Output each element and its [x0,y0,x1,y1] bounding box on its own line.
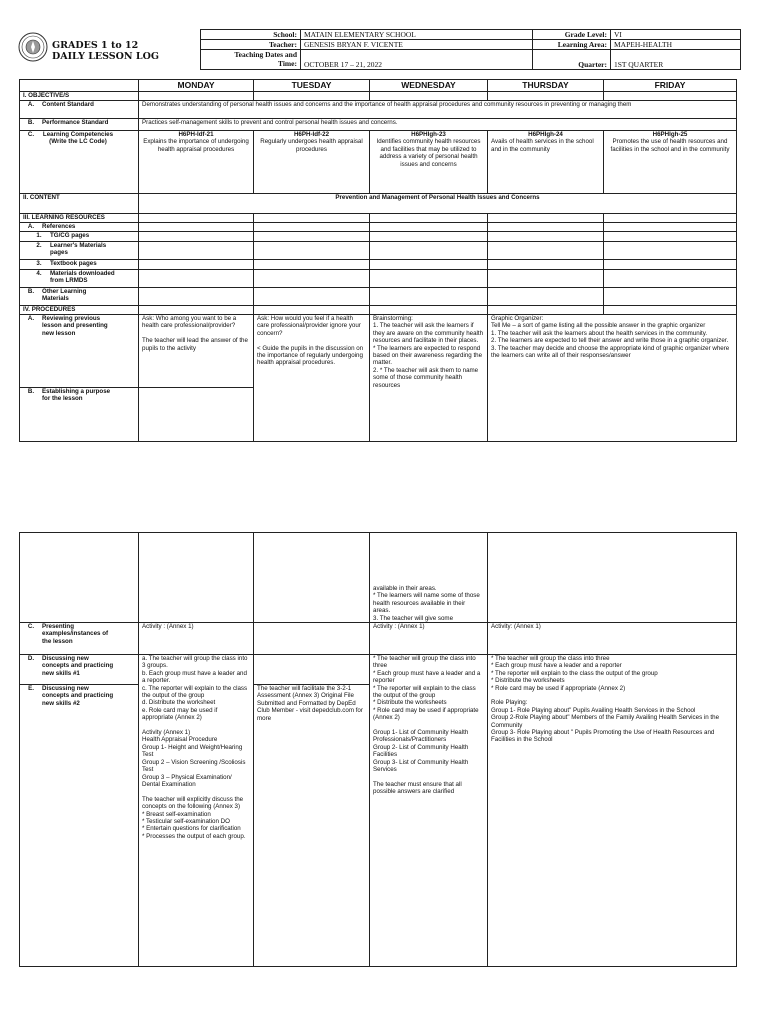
textbook-pages-label [20,260,139,270]
lc-code: H6PHIgh-24 [528,131,563,138]
row-letter: A. [27,223,35,230]
row-letter: B. [27,388,35,395]
lc-code: H6PH-Idf-22 [293,131,330,138]
examples-wednesday: Activity : (Annex 1) [370,623,488,655]
presenting-examples-label [20,623,139,655]
teacher-value: GENESIS BRYAN F. VICENTE [301,40,533,50]
grade-label: Grade Level: [533,30,611,40]
discussing-skills-2-label [20,685,139,967]
area-value: MAPEH-HEALTH [611,40,741,50]
row-letter: D. [27,655,35,662]
area-label: Learning Area: [533,40,611,50]
lc-text: Avails of health services in the school and in the community [491,138,594,153]
row-letter: B. [27,119,35,126]
row-label: Reviewing previous lesson and presenting new lesson [42,315,108,337]
day-tuesday: TUESDAY [254,80,370,92]
competency-friday [604,131,737,194]
title-line-1: GRADES 1 to 12 [52,40,139,51]
row-letter: A. [27,315,35,322]
row-label: Establishing a purpose for the lesson [42,388,111,403]
row-number: 2. [36,242,42,249]
lc-text: Promotes the use of health resources and facilities in the school and in the community [610,138,730,153]
lc-code: H6PH-Idf-21 [178,131,214,138]
row-label: Learner's Materials pages [50,242,107,257]
dates-label-line2: Time: [277,59,297,68]
performance-standard-value: Practices self-management skills to prevent and control personal health issues and concerns. [139,119,737,131]
row-label: Presenting examples/instances of the lesson [42,623,109,645]
day-header-row [20,80,737,92]
row-label: Textbook pages [50,260,97,267]
content-label: II. CONTENT [20,194,139,214]
row-label: Content Standard [42,101,94,108]
dates-value: OCTOBER 17 – 21, 2022 [301,50,533,70]
row-label: Discussing new concepts and practicing new skills #2 [42,685,114,707]
lrmds-materials-label [20,270,139,288]
row-label: References [42,223,76,230]
corner-cell [20,80,139,92]
row-label: Performance Standard [42,119,109,126]
discussing-monday: a. The teacher will group the class into 3 groups. b. Each group must have a leader and a reporter. c. The reporter will explain to the class the output of the group d. Distribute the worksheet e. Role card may be used if appropriate (Annex 2) Activity (Annex 1) Health Appraisal Procedure Group 1- Height and Weight/Hearing Test Group 2 – Vision Screening /Scoliosis Test Group 3 – Physical Examination/ Dental Examination The teacher will explicitly discuss the concepts on the following (Annex 3) * Breast self-examination * Testicular self-examination DO * Entertain questions for clarification * Processes the output of each group. [139,655,254,967]
grade-value: VI [611,30,741,40]
dates-label [201,50,301,70]
daily-lesson-log-table [19,79,737,442]
teacher-label: Teacher: [201,40,301,50]
row-letter: E. [28,685,34,692]
other-materials-label [20,288,139,306]
wednesday-continued: available in their areas. * The learners will name some of those health resources available in their areas. 3. The teacher will give some [370,533,488,623]
header-info-table [200,29,741,70]
row-number: 1. [36,232,42,239]
learning-competencies-label [20,131,139,194]
deped-seal-logo [18,32,48,62]
discussing-tuesday: The teacher will facilitate the 3-2-1 Assessment (Annex 3) Original File Submitted and Formatted by DepEd Club Member - visit depedclub.com for more [254,685,370,967]
row-label: Discussing new concepts and practicing new skills #1 [42,655,114,677]
competency-wednesday [370,131,488,194]
procedures-label: IV. PROCEDURES [20,306,139,315]
tg-cg-pages-label [20,232,139,242]
day-friday: FRIDAY [604,80,737,92]
day-monday: MONDAY [139,80,254,92]
review-monday: Ask: Who among you want to be a health care professional/provider? The teacher will lead the answer of the pupils to the activity [139,315,254,388]
content-value: Prevention and Management of Personal Health Issues and Concerns [139,194,737,214]
competency-thursday [488,131,604,194]
reviewing-lesson-label [20,315,139,388]
day-thursday: THURSDAY [488,80,604,92]
examples-monday: Activity : (Annex 1) [139,623,254,655]
content-standard-value: Demonstrates understanding of personal health issues and concerns and the importance of health appraisal procedures and community resources in preventing or managing them [139,101,737,119]
daily-lesson-log-table-page-2 [19,532,737,967]
review-tuesday: Ask: How would you feel if a health care professional/provider ignore your concern? < Guide the pupils in the discussion on the importance of regularly undergoing health appraisal procedures. [254,315,370,442]
row-number: 4. [36,270,42,277]
row-label: Learning Competencies (Write the LC Code) [42,131,114,146]
title-line-2: DAILY LESSON LOG [52,51,159,62]
purpose-monday [139,388,254,442]
lc-code: H6PHIgh-25 [652,131,688,138]
school-value: MATAIN ELEMENTARY SCHOOL [301,30,533,40]
lc-code: H6PHIgh-23 [411,131,446,138]
references-label [20,223,139,232]
discussing-thursday: * The teacher will group the class into three * Each group must have a leader and a reporter * The reporter will explain to the class the output of the group * Distribute the worksheets * Role card may be used if appropriate (Annex 2) Role Playing: Group 1- Role Playing about" Pupils Availing Health Services in the School Group 2-Role Playing about" Members of the Family Availing Health Services in the Community Group 3- Role Playing about " Pupils Promoting the Use of Health Resources and Facilities in the School [488,655,737,967]
lc-text: Explains the importance of undergoing health appraisal procedures [143,138,249,153]
learners-materials-label [20,242,139,260]
lc-text: Regularly undergoes health appraisal procedures [260,138,363,153]
competency-tuesday [254,131,370,194]
performance-standard-label [20,119,139,131]
document-title [52,40,159,62]
quarter-value: 1ST QUARTER [611,50,741,70]
review-wednesday: Brainstorming: 1. The teacher will ask the learners if they are aware on the community health resources and facilitate in their places. * The learners are expected to respond based on their awareness regarding the matter. 2. * The teacher will ask them to name some of those community health resources [370,315,488,442]
examples-thursday: Activity: (Annex 1) [488,623,737,655]
discussing-wednesday: * The teacher will group the class into three * Each group must have a leader and a reporter * The reporter will explain to the class the output of the group * Distribute the worksheets * Role card may be used if appropriate (Annex 2) Group 1- List of Community Health Professionals/Practitioners Group 2- List of Community Health Facilities Group 3- List of Community Health Services The teacher must ensure that all possible answers are clarified [370,655,488,967]
row-label: Materials downloaded from LRMDS [50,270,115,285]
row-letter: A. [27,101,35,108]
row-letter: C. [27,623,35,630]
establishing-purpose-label [20,388,139,442]
row-letter: B. [27,288,35,295]
day-wednesday: WEDNESDAY [370,80,488,92]
content-standard-label [20,101,139,119]
school-label: School: [201,30,301,40]
review-thursday: Graphic Organizer: Tell Me – a sort of game listing all the possible answer in the graphic organizer 1. The teacher will ask the learners about the health services in the community. 2. The learners are expected to tell their answer and write those in a graphic organizer. 3. The teacher may decide and choose the appropriate kind of graphic organizer where the learners can write all of their responses/answer [488,315,737,442]
row-label: TG/CG pages [50,232,90,239]
quarter-label: Quarter: [533,50,611,70]
lc-text: Identifies community health resources and facilities that may be utilized to address a variety of personal health issues and concerns [376,138,481,168]
competency-monday [139,131,254,194]
objectives-label: I. OBJECTIVE/S [20,92,139,101]
row-label: Other Learning Materials [42,288,87,303]
learning-resources-label: III. LEARNING RESOURCES [20,214,139,223]
dates-label-line1: Teaching Dates and [234,50,297,59]
discussing-skills-1-label [20,655,139,685]
row-number: 3. [36,260,42,267]
row-letter: C. [27,131,35,138]
